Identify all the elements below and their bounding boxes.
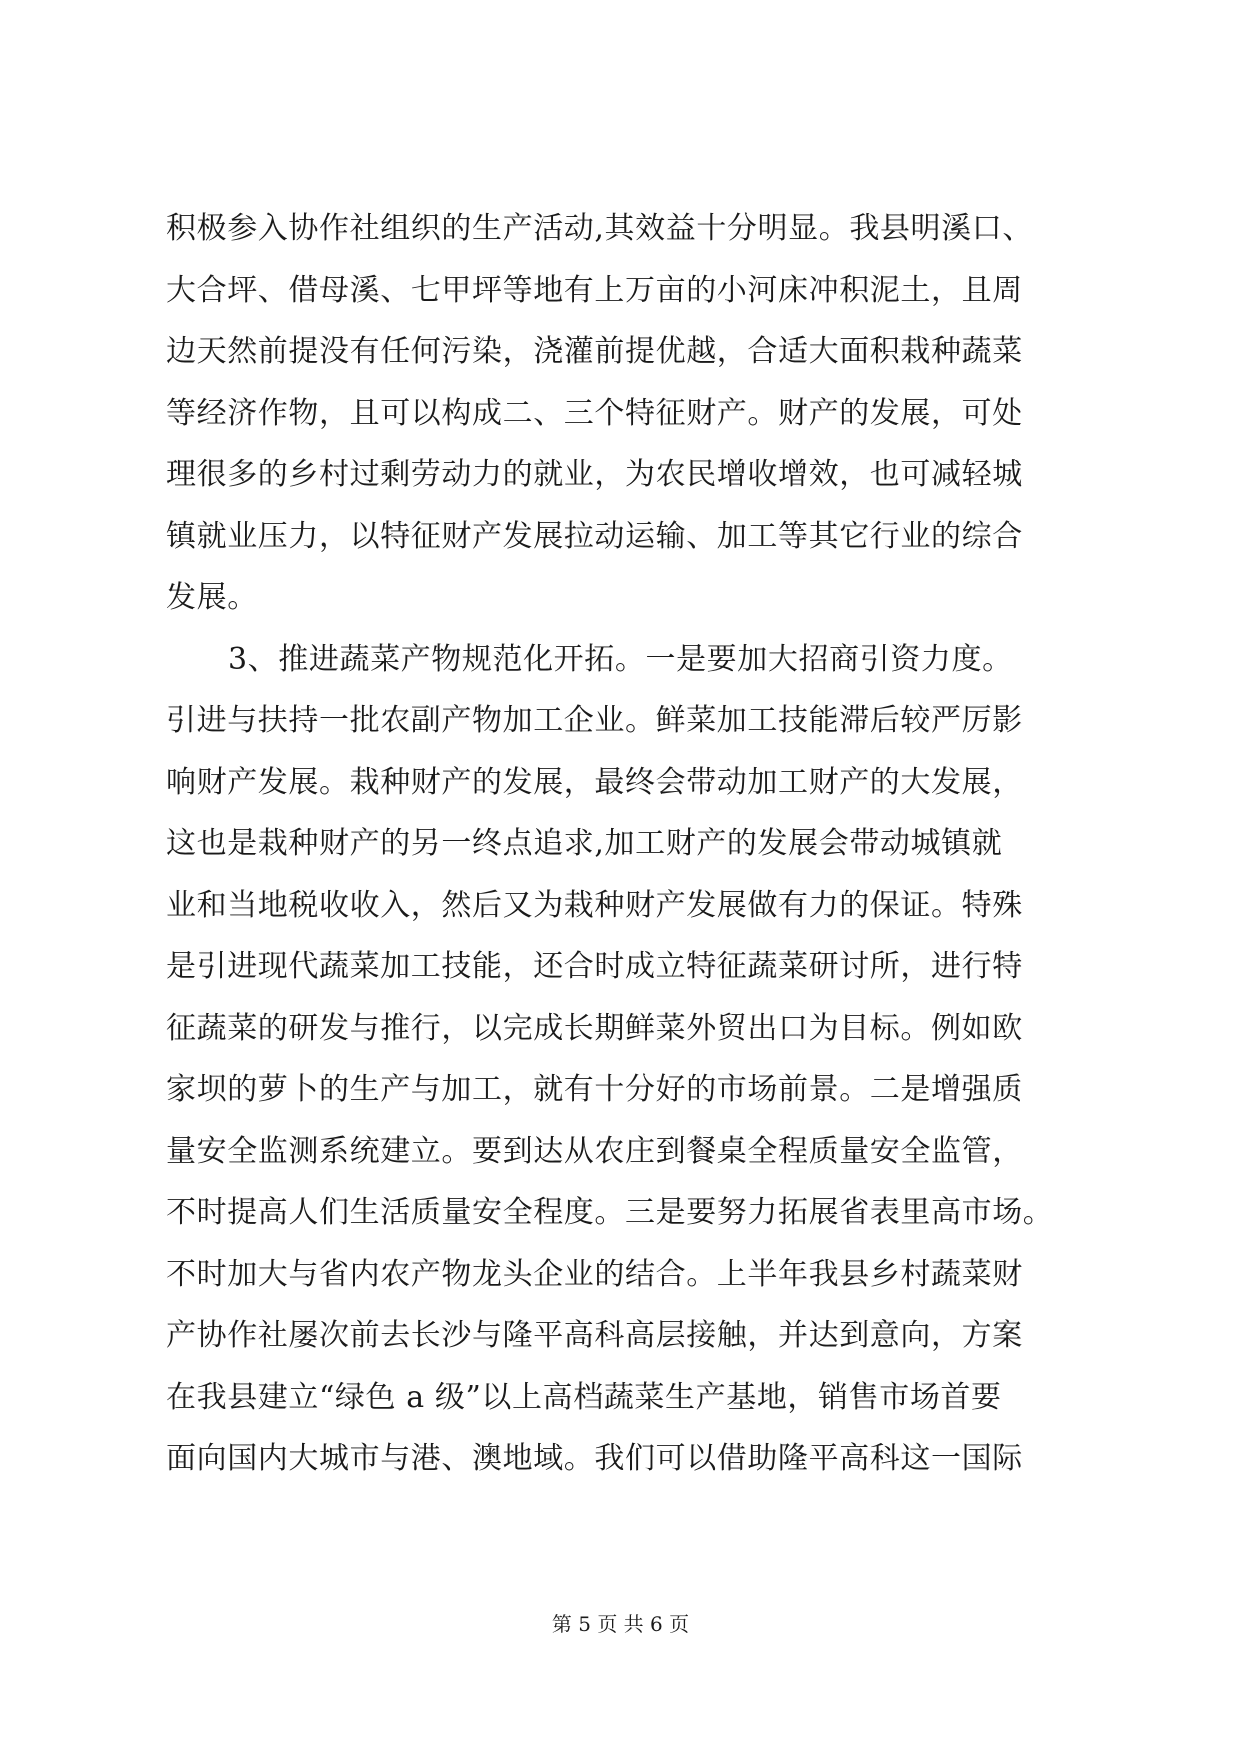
text-line: 量安全监测系统建立。要到达从农庄到餐桌全程质量安全监管， bbox=[166, 1133, 1023, 1169]
text-line: 理很多的乡村过剩劳动力的就业，为农民增收增效，也可减轻城 bbox=[166, 457, 1023, 492]
text-line: 不时加大与省内农产物龙头企业的结合。上半年我县乡村蔬菜财 bbox=[166, 1256, 1023, 1292]
text-line: 业和当地税收收入，然后又为栽种财产发展做有力的保证。特殊 bbox=[166, 887, 1023, 923]
text-line: 镇就业压力，以特征财产发展拉动运输、加工等其它行业的综合 bbox=[166, 518, 1023, 554]
text-line: 等经济作物，且可以构成二、三个特征财产。财产的发展，可处 bbox=[166, 395, 1023, 431]
paragraph-start-line: 3、推进蔬菜产物规范化开拓。一是要加大招商引资力度。 bbox=[228, 641, 1013, 677]
text-line: 征蔬菜的研发与推行，以完成长期鲜菜外贸出口为目标。例如欧 bbox=[166, 1010, 1023, 1046]
text-line: 响财产发展。栽种财产的发展，最终会带动加工财产的大发展， bbox=[166, 764, 1023, 800]
text-line: 面向国内大城市与港、澳地域。我们可以借助隆平高科这一国际 bbox=[166, 1441, 1023, 1476]
text-line: 边天然前提没有任何污染，浇灌前提优越，合适大面积栽种蔬菜 bbox=[166, 334, 1023, 369]
body-text bbox=[166, 198, 1086, 1490]
text-line: 大合坪、借母溪、七甲坪等地有上万亩的小河床冲积泥土，且周 bbox=[166, 272, 1023, 308]
text-line: 这也是栽种财产的另一终点追求,加工财产的发展会带动城镇就 bbox=[166, 826, 1003, 861]
page-number: 第 5 页 共 6 页 bbox=[551, 1612, 690, 1636]
text-line: 产协作社屡次前去长沙与隆平高科高层接触，并达到意向，方案 bbox=[166, 1318, 1023, 1353]
text-line: 引进与扶持一批农副产物加工企业。鲜菜加工技能滞后较严厉影 bbox=[166, 703, 1023, 738]
page-footer bbox=[0, 1610, 1241, 1638]
text-line: 在我县建立“绿色 a 级”以上高档蔬菜生产基地，销售市场首要 bbox=[166, 1379, 1002, 1415]
text-line: 家坝的萝卜的生产与加工，就有十分好的市场前景。二是增强质 bbox=[166, 1072, 1023, 1107]
text-line: 不时提高人们生活质量安全程度。三是要努力拓展省表里高市场。 bbox=[166, 1195, 1054, 1230]
text-line: 是引进现代蔬菜加工技能，还合时成立特征蔬菜研讨所，进行特 bbox=[166, 949, 1023, 984]
text-line: 发展。 bbox=[166, 580, 258, 615]
text-line: 积极参入协作社组织的生产活动,其效益十分明显。我县明溪口、 bbox=[166, 211, 1033, 246]
